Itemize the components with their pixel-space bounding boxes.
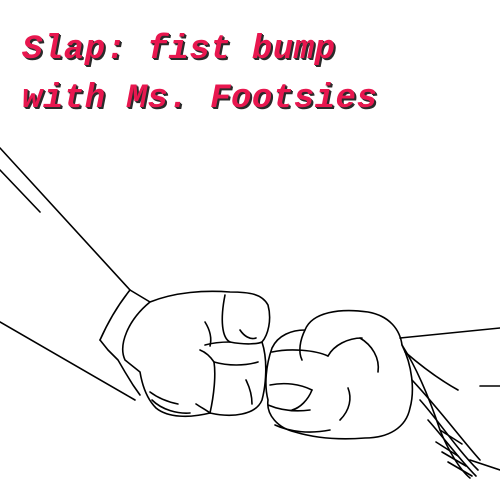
caption-line-1: Slap: fist bump <box>22 31 336 69</box>
left-fist <box>123 291 270 416</box>
caption-line-2: with Ms. Footsies <box>22 80 378 118</box>
right-fist <box>266 311 412 439</box>
right-sleeve <box>400 328 500 478</box>
